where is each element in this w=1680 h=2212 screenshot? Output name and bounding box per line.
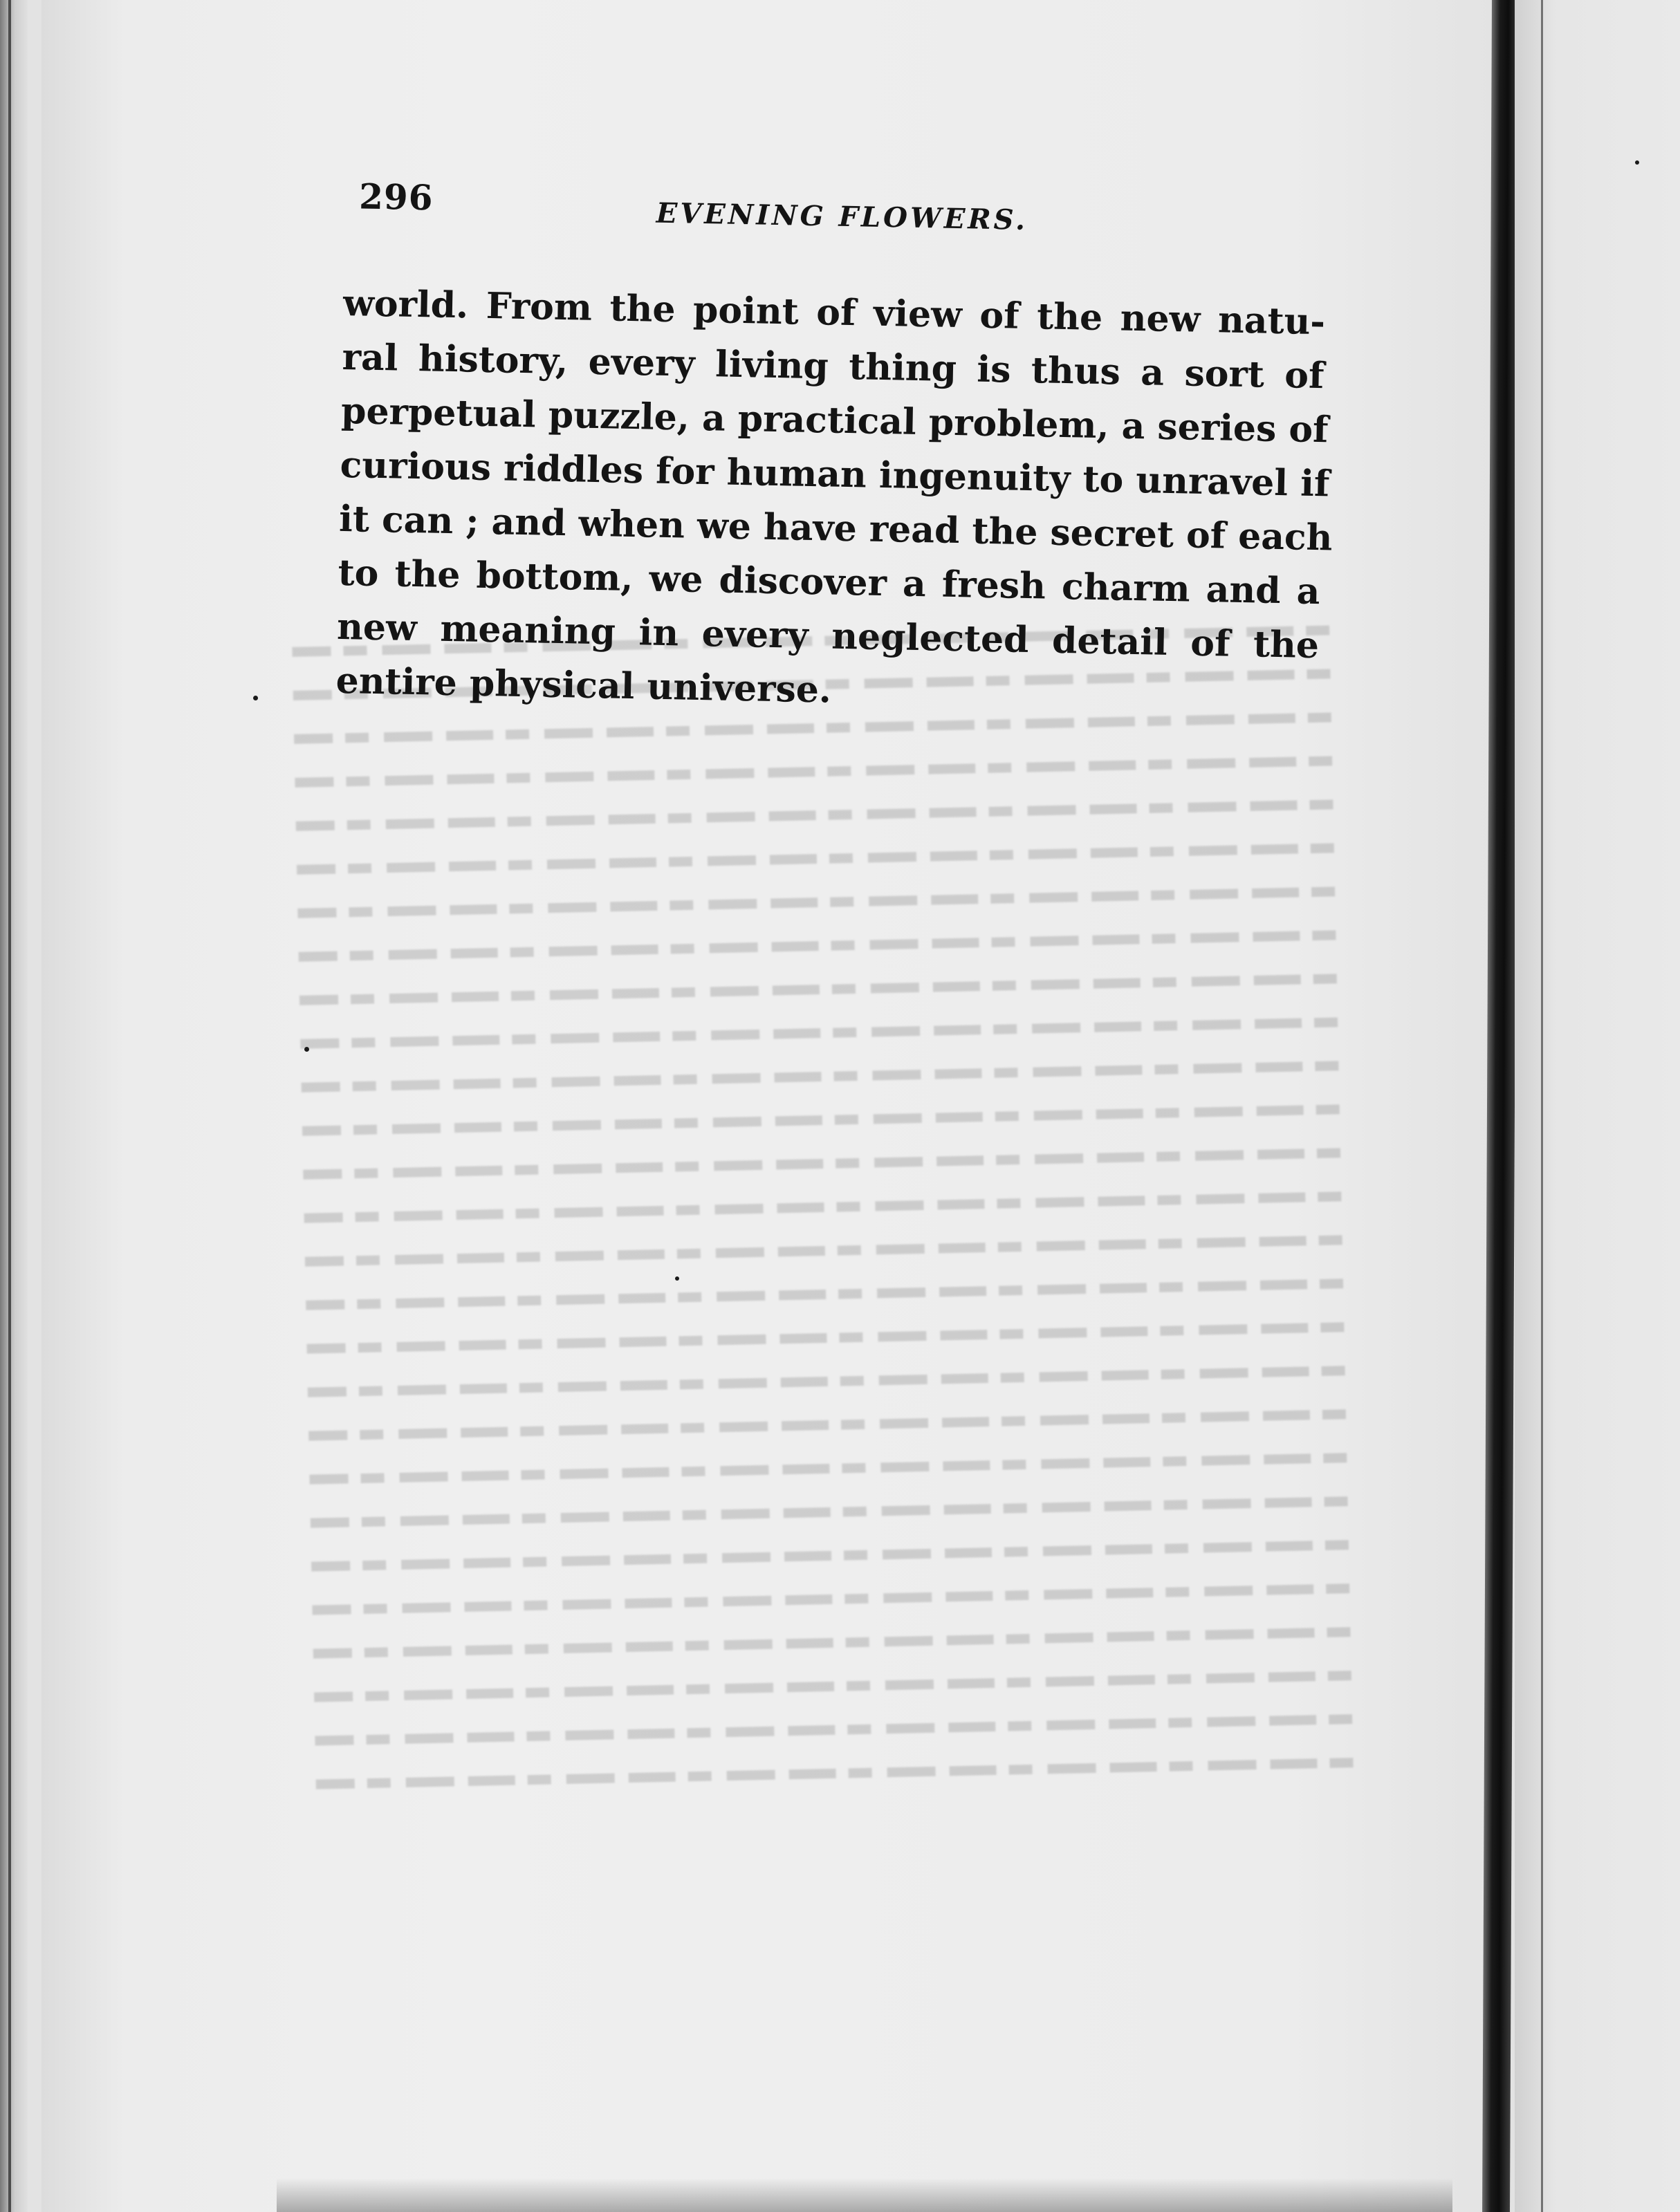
page-content — [335, 166, 1333, 727]
body-line: to the bottom, we discover a fresh charm and a — [338, 551, 1321, 613]
running-title: EVENING FLOWERS. — [656, 196, 1028, 236]
bottom-shadow — [277, 2178, 1452, 2212]
facing-page-edge — [1515, 0, 1680, 2212]
body-line: curious riddles for human ingenuity to unravel if — [340, 443, 1330, 505]
bleed-through-text — [292, 625, 1354, 1822]
page-number: 296 — [358, 176, 434, 219]
ink-speck — [1635, 160, 1639, 165]
body-line: perpetual puzzle, a practical problem, a series of — [340, 389, 1329, 452]
body-paragraph — [335, 277, 1333, 727]
body-line: ral history, every living thing is thus a sort of — [342, 335, 1325, 398]
ink-speck — [675, 1276, 679, 1281]
body-line: entire physical universe. — [335, 659, 832, 712]
binding-edge — [0, 0, 28, 2212]
ink-speck — [253, 696, 258, 700]
facing-page-line — [1541, 0, 1543, 2212]
ink-speck — [304, 1047, 309, 1052]
body-line: it can ; and when we have read the secret of each — [338, 497, 1333, 559]
body-line: new meaning in every neglected detail of the — [336, 605, 1320, 667]
body-line: world. From the point of view of the new natu- — [342, 281, 1326, 344]
binding-edge-line — [8, 0, 11, 2212]
